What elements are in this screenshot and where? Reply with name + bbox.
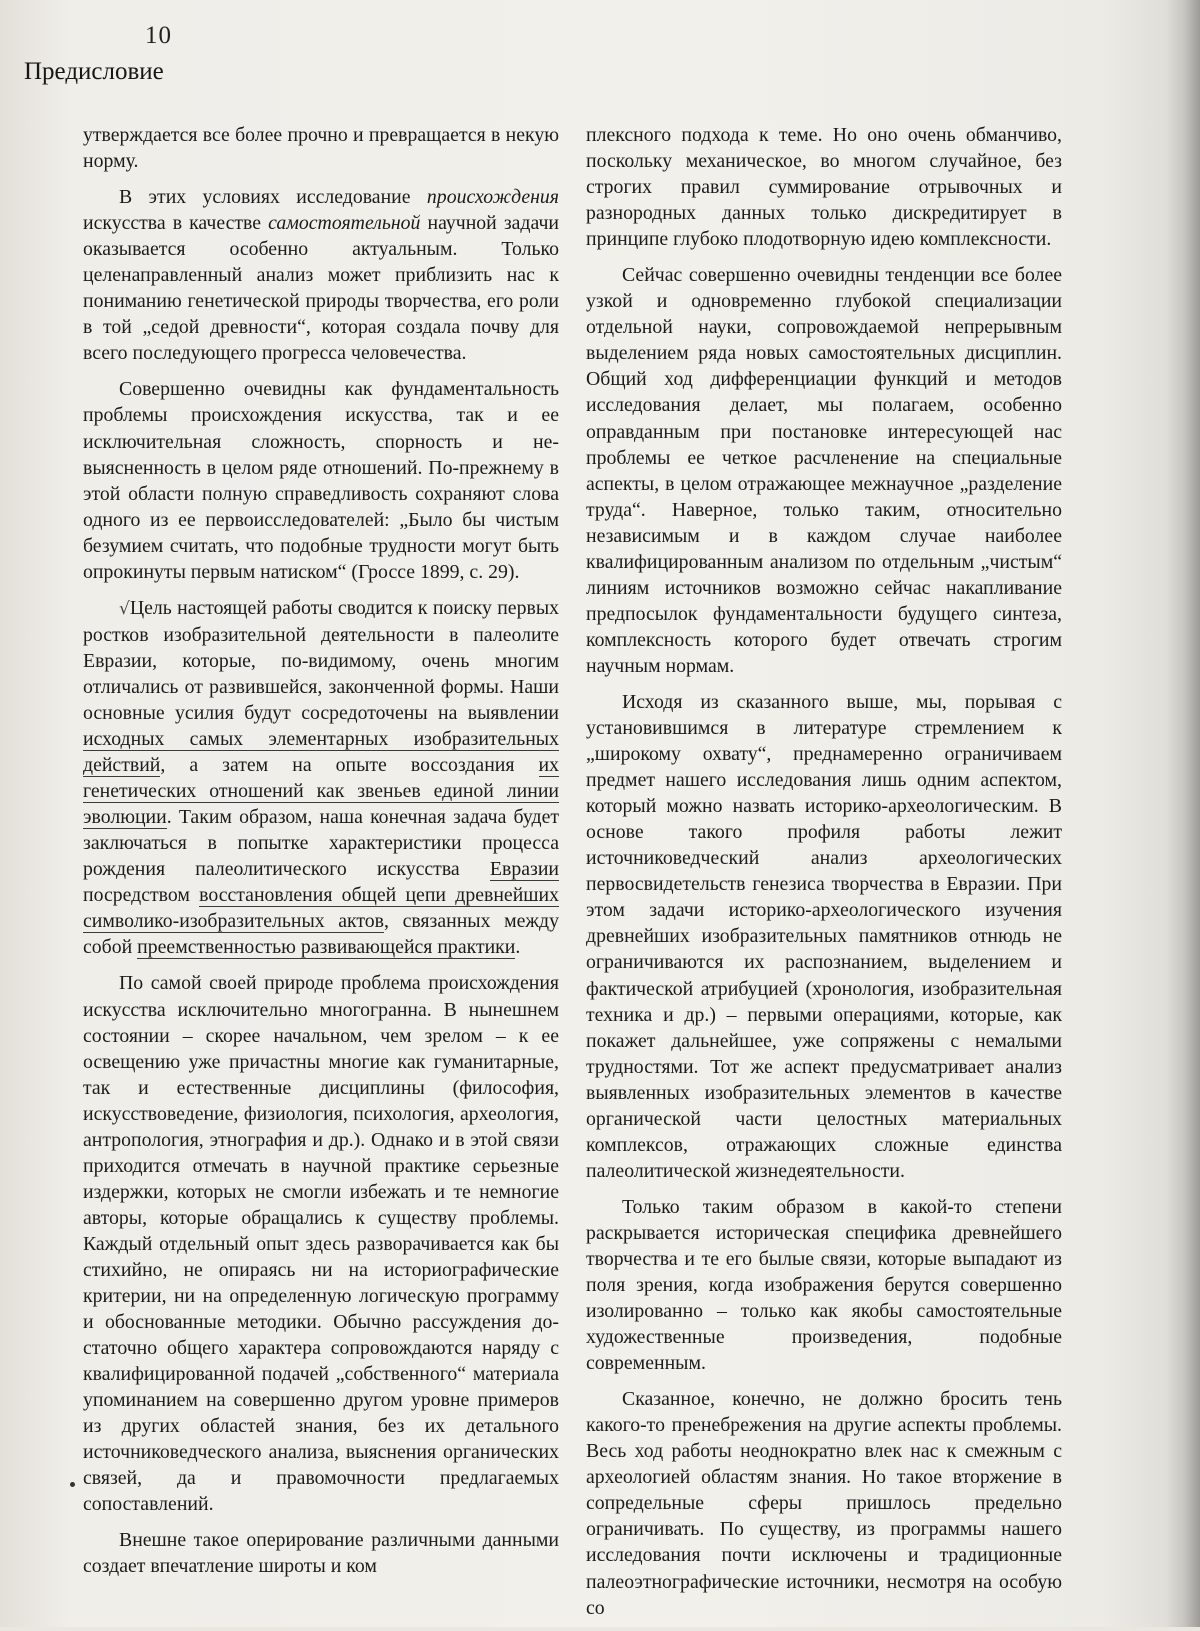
left-column bbox=[83, 122, 559, 1590]
paragraph: По самой своей природе проблема происхо­ждения искусства исключительно многогранна. В нынешнем состоянии – скорее начальном, чем зрелом – к ее освещению уже причастны многие как гуманитарные, так и естественные дисциплины (философия, искусствоведение, фи­зиология, психология, археология, антрополо­гия, этнография и др.). Однако и в этой связи приходится отмечать в научной практике серьез­ные издержки, которых не смогли избежать и те немногие авторы, которые обращались к су­ществу проблемы. Каждый отдельный опыт здесь разворачивается как бы стихийно, не опи­раясь ни на историографические критерии, ни на определенную логическую программу и обо­снованные методики. Обычно рассуждения до­статочно общего характера сопровождаются на­ряду с квалифицированной подачей „собствен­ного“ материала упоминанием на совершенно другом уровне примеров из других областей зна­ния, без их детального источниковедческого анализа, выяснения органических связей, да и правомочности предлагаемых сопоставлений. bbox=[83, 970, 559, 1517]
paragraph: Только таким образом в какой-то степени раскрывается историческая специфика древней­шего творчества и те его былые связи, которые выпадают из поля зрения, когда изображе­ния берутся совершенно изолированно – только как якобы самостоятельные художественные произведения, подобные современным. bbox=[586, 1194, 1062, 1376]
italic-term: самостоятельной bbox=[268, 212, 420, 234]
pencil-underline: преемственно­стью развивающейся практики bbox=[137, 936, 515, 959]
section-title: Предисловие bbox=[24, 58, 164, 86]
paragraph: Совершенно очевидны как фундаменталь­ность проблемы происхождения искусства, так и ее исключительная сложность, спорность и не­выясненность в целом ряде отношений. По-прежнему в этой области полную справедли­вость сохраняют слова одного из ее первоиссле­дователей: „Было бы чистым безумием считать, что подобные трудности могут быть опрокинуты первым натиском“ (Гроссе 1899, с. 29). bbox=[83, 376, 559, 584]
paragraph: √Цель настоящей работы сводится к поиску первых ростков изобразительной деятельности в палеолите Евразии, которые, по-видимому, очень многим отличались от развившейся, за­конченной формы. Наши основные усилия бу­дут сосредоточены на выявлении исходных са­мых элементарных изобразительных действий, а затем на опыте воссоздания их генетических отношений как звеньев единой линии эволю­ции. Таким образом, наша конечная задача бу­дет заключаться в попытке характеристики про­цесса рождения палеолитического искусства Евразии посредством восстановления общей цепи древнейших символико-изобразительных актов, связанных между собой преемственно­стью развивающейся практики. bbox=[83, 595, 559, 961]
paragraph: Сказанное, конечно, не должно бросить тень какого-то пренебрежения на другие аспекты проблемы. Весь ход работы неоднократно влек нас к смежным с археологией областям знания. Но такое вторжение в сопредельные сферы пришлось предельно ограничивать. По су­ществу, из программы нашего исследования по­чти исключены и традиционные палеоэтногра­фические источники, несмотря на особую со­ bbox=[586, 1386, 1062, 1620]
book-page bbox=[0, 0, 1200, 1627]
handwritten-check-mark: √ bbox=[119, 599, 130, 619]
pencil-underline: Евразии bbox=[490, 858, 559, 881]
paragraph: Сейчас совершенно очевидны тенденции все более узкой и одновременно глубокой специали­зации отдельной науки, сопровождаемой непре­рывным выделением ряда новых самостоятель­ных дисциплин. Общий ход дифференциации функций и методов исследования делает, мы по­лагаем, особенно оправданным при постановке интересующей нас проблемы ее четкое расчле­нение на специальные аспекты, в целом отража­ющее межнаучное „разделение труда“. Навер­ное, только таким, относительно независимым и в каждом случае наиболее квалифицированным анализом по отдельным „чистым“ линиям ис­точников возможно сейчас накапливание пред­посылок фундаментальности будущего синтеза, комплексность которого будет отвечать строгим научным нормам. bbox=[586, 262, 1062, 679]
paragraph: плексного подхода к теме. Но оно очень обман­чиво, поскольку механическое, во многом случайное, без строгих правил суммирование от­рывочных и разнородных данных только дискре­дитирует в принципе глубоко плодотворную идею комплексности. bbox=[586, 122, 1062, 252]
pencil-underline: исходных са­мых элементарных изобразительных действий bbox=[83, 728, 559, 777]
pencil-underline: восстановления общей цепи древнейших символико-изобразительных актов bbox=[83, 884, 559, 933]
paragraph: утверждается все более прочно и превращается в некую норму. bbox=[83, 122, 559, 174]
page-number: 10 bbox=[145, 22, 172, 50]
paragraph: Исходя из сказанного выше, мы, порывая с установившимся в литературе стремлением к „широкому охвату“, преднамеренно ограничи­ваем предмет нашего исследования лишь одним аспектом, который можно назвать историко-ар­хеологическим. В основе такого профиля ра­боты лежит источниковедческий анализ архео­логических первосвидетельств генезиса твор­чества в Евразии. При этом задачи историко-ар­хеологического изучения древнейших изобра­зительных памятников отнюдь не ограничива­ются их распознанием, выделением и фактиче­ской атрибуцией (хронология, изобразительная техника и др.) – первыми операциями, которые, как покажет дальнейшее, уже сопряжены с не­малыми трудностями. Тот же аспект предусма­тривает анализ выявленных изобразительных элементов в качестве органической части це­лостных материальных комплексов, отража­ющих сложные единства палеолитической жиз­недеятельности. bbox=[586, 689, 1062, 1184]
italic-term: происхождения bbox=[427, 186, 559, 208]
right-column bbox=[586, 122, 1062, 1631]
page-edge-shadow bbox=[1166, 0, 1200, 1627]
pencil-underline: их генетических отношений как звеньев единой линии эволю­ции bbox=[83, 754, 559, 829]
margin-dot bbox=[70, 1482, 75, 1487]
paragraph: В этих условиях исследование происхождения искусства в качестве самостоятельной научной задачи оказывается особенно актуальным. Только целенаправленный анализ может при­близить нас к пониманию генетической при­роды творчества, его роли в той „седой древно­сти“, которая создала почву для всего после­дующего прогресса человечества. bbox=[83, 184, 559, 366]
paragraph: Внешне такое оперирование различными данными создает впечатление широты и ком­ bbox=[83, 1527, 559, 1579]
